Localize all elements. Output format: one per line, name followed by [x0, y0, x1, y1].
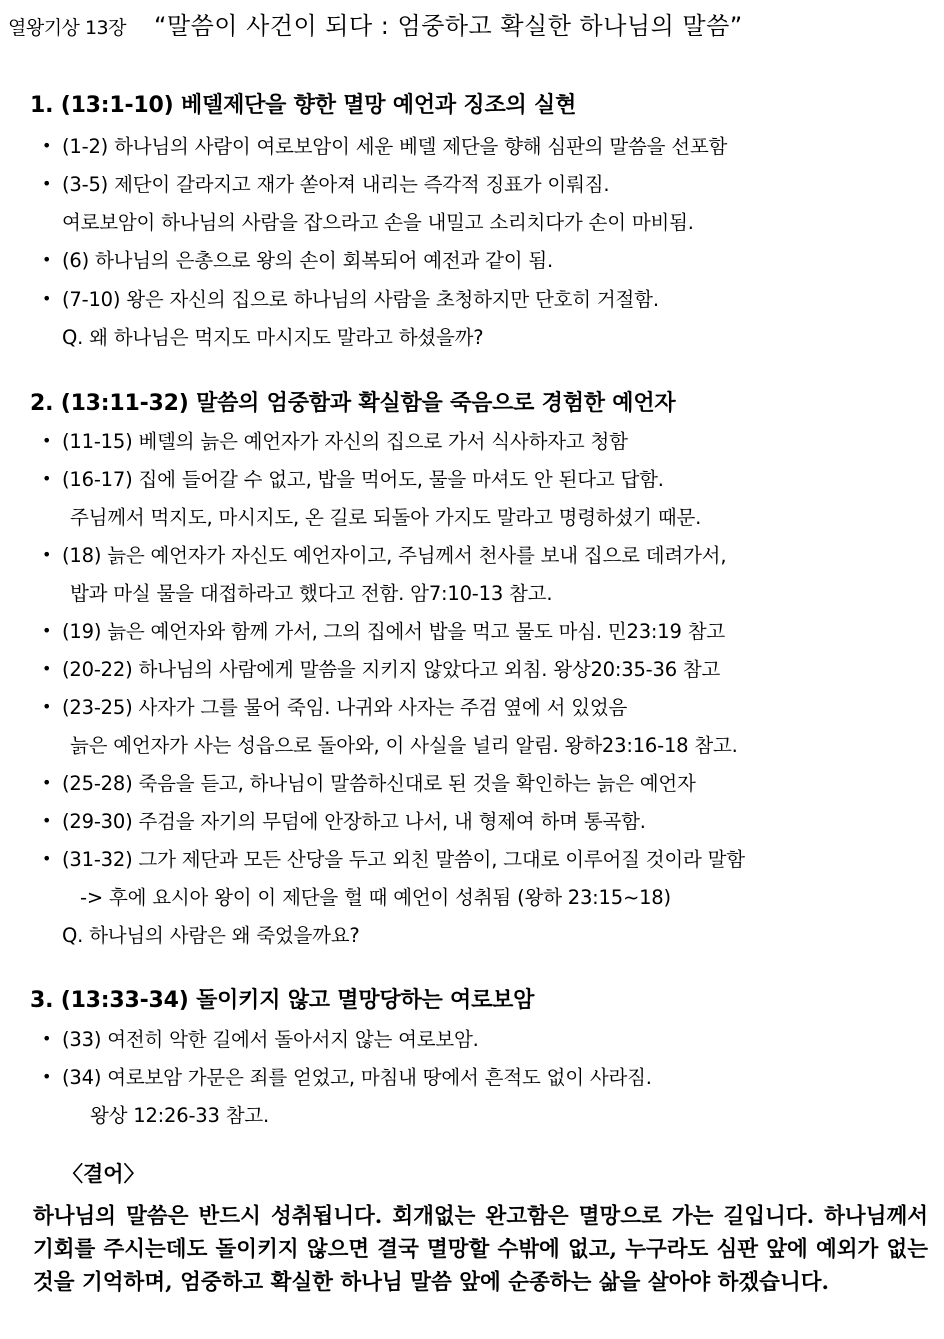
- conclusion-text: 하나님의 말씀은 반드시 성취됩니다. 회개없는 완고함은 멸망으로 가는 길입니다. 하나님께서 기회를 주시는데도 돌이키지 않으면 결국 멸망할 수밖에 없고, 누구라도 심판 앞에 예외가 없는 것을 기억하며, 엄중하고 확실한 하나님 말씀 앞에 순종하는 삶을 살아야 하겠습니다.: [33, 1204, 928, 1295]
- section-2-line-3: 주님께서 먹지도, 마시지도, 온 길로 되돌아 가지도 말라고 명령하셨기 때문.: [70, 506, 702, 529]
- section-1-title: 1. (13:1-10) 베델제단을 향한 멸망 예언과 징조의 실현: [30, 93, 577, 118]
- section-2-line-8: (23-25) 사자가 그를 물어 죽임. 나귀와 사자는 주검 옆에 서 있었음: [62, 696, 628, 719]
- bullet: •: [42, 659, 52, 678]
- section-3-title: 3. (13:33-34) 돌이키지 않고 멸망당하는 여로보암: [30, 988, 535, 1013]
- section-1-line-4: (6) 하나님의 은총으로 왕의 손이 회복되어 예전과 같이 됨.: [62, 249, 554, 272]
- section-2-title: 2. (13:11-32) 말씀의 엄중함과 확실함을 죽음으로 경험한 예언자: [30, 391, 676, 416]
- bullet: •: [42, 250, 52, 269]
- section-2-line-2: (16-17) 집에 들어갈 수 없고, 밥을 먹어도, 물을 마셔도 안 된다고 답함.: [62, 468, 664, 491]
- bullet: •: [42, 431, 52, 450]
- bullet: •: [42, 811, 52, 830]
- document-header: [8, 6, 743, 46]
- section-2-line-6: (19) 늙은 예언자와 함께 가서, 그의 집에서 밥을 먹고 물도 마심. 민23:19 참고: [62, 620, 725, 643]
- section-1-line-1: (1-2) 하나님의 사람이 여로보암이 세운 베델 제단을 향해 심판의 말씀을 선포함: [62, 135, 728, 158]
- page-title: “말씀이 사건이 되다 : 엄중하고 확실한 하나님의 말씀”: [154, 12, 743, 40]
- section-3-line-3: 왕상 12:26-33 참고.: [90, 1104, 269, 1127]
- bullet: •: [42, 697, 52, 716]
- section-2-line-13: -> 후에 요시아 왕이 이 제단을 헐 때 예언이 성취됨 (왕하 23:15~18): [80, 886, 671, 909]
- bullet: •: [42, 849, 52, 868]
- bullet: •: [42, 1067, 52, 1086]
- section-3-line-2: (34) 여로보암 가문은 죄를 얻었고, 마침내 땅에서 흔적도 없이 사라짐.: [62, 1066, 652, 1089]
- bullet: •: [42, 469, 52, 488]
- section-2-line-11: (29-30) 주검을 자기의 무덤에 안장하고 나서, 내 형제여 하며 통곡함.: [62, 810, 646, 833]
- section-2-question: Q. 하나님의 사람은 왜 죽었을까요?: [62, 924, 360, 947]
- conclusion-label: 〈결어〉: [62, 1162, 145, 1186]
- bullet: •: [42, 289, 52, 308]
- bullet: •: [42, 1029, 52, 1048]
- bullet: •: [42, 545, 52, 564]
- section-1-line-5: (7-10) 왕은 자신의 집으로 하나님의 사람을 초청하지만 단호히 거절함.: [62, 288, 659, 311]
- section-3-line-1: (33) 여전히 악한 길에서 돌아서지 않는 여로보암.: [62, 1028, 479, 1051]
- bullet: •: [42, 621, 52, 640]
- section-2-line-7: (20-22) 하나님의 사람에게 말씀을 지키지 않았다고 외침. 왕상20:35-36 참고: [62, 658, 721, 681]
- section-2-line-4: (18) 늙은 예언자가 자신도 예언자이고, 주님께서 천사를 보내 집으로 데려가서,: [62, 544, 727, 567]
- section-2-line-9: 늙은 예언자가 사는 성읍으로 돌아와, 이 사실을 널리 알림. 왕하23:16-18 참고.: [70, 734, 738, 757]
- section-1-question: Q. 왜 하나님은 먹지도 마시지도 말라고 하셨을까?: [62, 326, 484, 349]
- bullet: •: [42, 773, 52, 792]
- bullet: •: [42, 136, 52, 155]
- bullet: •: [42, 174, 52, 193]
- section-2-line-5: 밥과 마실 물을 대접하라고 했다고 전함. 암7:10-13 참고.: [70, 582, 553, 605]
- section-2-line-1: (11-15) 베델의 늙은 예언자가 자신의 집으로 가서 식사하자고 청함: [62, 430, 628, 453]
- section-1-line-2: (3-5) 제단이 갈라지고 재가 쏟아져 내리는 즉각적 징표가 이뤄짐.: [62, 173, 610, 196]
- section-1-line-3: 여로보암이 하나님의 사람을 잡으라고 손을 내밀고 소리치다가 손이 마비됨.: [62, 211, 694, 234]
- section-2-line-10: (25-28) 죽음을 듣고, 하나님이 말씀하신대로 된 것을 확인하는 늙은 예언자: [62, 772, 696, 795]
- book-chapter: 열왕기상 13장: [8, 17, 126, 39]
- section-2-line-12: (31-32) 그가 제단과 모든 산당을 두고 외친 말씀이, 그대로 이루어질 것이라 말함: [62, 848, 745, 871]
